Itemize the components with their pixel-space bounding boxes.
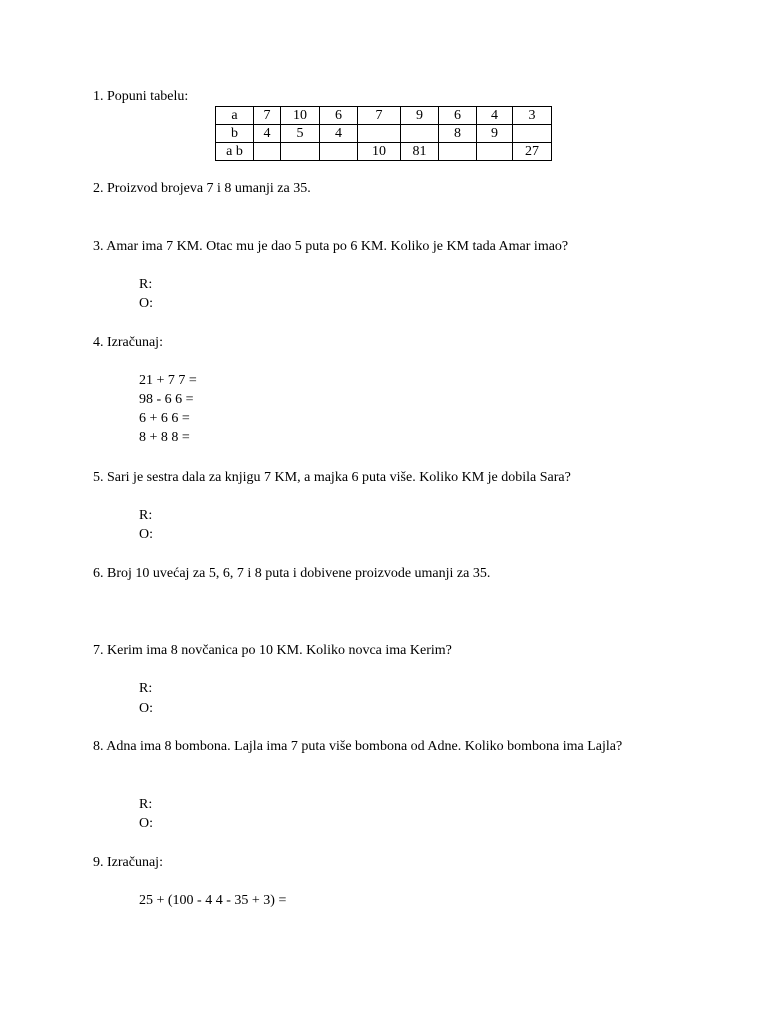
- table-cell: [254, 143, 281, 161]
- table-row-header: a b: [216, 143, 254, 161]
- task-8-text: 8. Adna ima 8 bombona. Lajla ima 7 puta više bombona od Adne. Koliko bombona ima Lajla?: [93, 739, 623, 754]
- table-cell: 7: [254, 107, 281, 125]
- task-3-text: 3. Amar ima 7 KM. Otac mu je dao 5 puta po 6 KM. Koliko je KM tada Amar imao?: [93, 239, 569, 254]
- task-5-answer-o: O:: [139, 527, 153, 542]
- task-2-text: 2. Proizvod brojeva 7 i 8 umanji za 35.: [93, 181, 311, 196]
- table-cell: [401, 125, 439, 143]
- table-cell: 6: [320, 107, 358, 125]
- task-4-line: 8 + 8 8 =: [139, 430, 190, 445]
- task-7-text: 7. Kerim ima 8 novčanica po 10 KM. Koliko novca ima Kerim?: [93, 643, 452, 658]
- task-3-answer-r: R:: [139, 277, 153, 292]
- task-8-answer-r: R:: [139, 797, 153, 812]
- table-row-header: b: [216, 125, 254, 143]
- table-cell: [513, 125, 552, 143]
- table-cell: [439, 143, 477, 161]
- table-cell: 10: [358, 143, 401, 161]
- task-8-answer-o: O:: [139, 816, 153, 831]
- task-5-answer-r: R:: [139, 508, 153, 523]
- table-cell: 4: [477, 107, 513, 125]
- table-cell: 4: [254, 125, 281, 143]
- table-row: [216, 125, 552, 143]
- table-cell: 9: [477, 125, 513, 143]
- table-cell: 4: [320, 125, 358, 143]
- table-cell: [320, 143, 358, 161]
- fill-in-table: [215, 106, 552, 161]
- task-6-text: 6. Broj 10 uvećaj za 5, 6, 7 i 8 puta i dobivene proizvode umanji za 35.: [93, 566, 491, 581]
- table-cell: 10: [281, 107, 320, 125]
- table-cell: [358, 125, 401, 143]
- task-4-line: 21 + 7 7 =: [139, 373, 197, 388]
- table-cell: [477, 143, 513, 161]
- task-3-answer-o: O:: [139, 296, 153, 311]
- task-7-answer-o: O:: [139, 701, 153, 716]
- table-cell: 3: [513, 107, 552, 125]
- task-9-title: 9. Izračunaj:: [93, 855, 163, 870]
- task-5-text: 5. Sari je sestra dala za knjigu 7 KM, a majka 6 puta više. Koliko KM je dobila Sara?: [93, 470, 571, 485]
- task-9-expression: 25 + (100 - 4 4 - 35 + 3) =: [139, 893, 287, 908]
- task-1-title: 1. Popuni tabelu:: [93, 89, 189, 104]
- task-4-line: 6 + 6 6 =: [139, 411, 190, 426]
- task-4-line: 98 - 6 6 =: [139, 392, 194, 407]
- table-cell: 27: [513, 143, 552, 161]
- task-4-title: 4. Izračunaj:: [93, 335, 163, 350]
- table-cell: 81: [401, 143, 439, 161]
- table-row-header: a: [216, 107, 254, 125]
- table-cell: 8: [439, 125, 477, 143]
- table-cell: [281, 143, 320, 161]
- table-cell: 5: [281, 125, 320, 143]
- task-7-answer-r: R:: [139, 681, 153, 696]
- table-cell: 6: [439, 107, 477, 125]
- table-row: [216, 107, 552, 125]
- table-cell: 9: [401, 107, 439, 125]
- table-cell: 7: [358, 107, 401, 125]
- table-row: [216, 143, 552, 161]
